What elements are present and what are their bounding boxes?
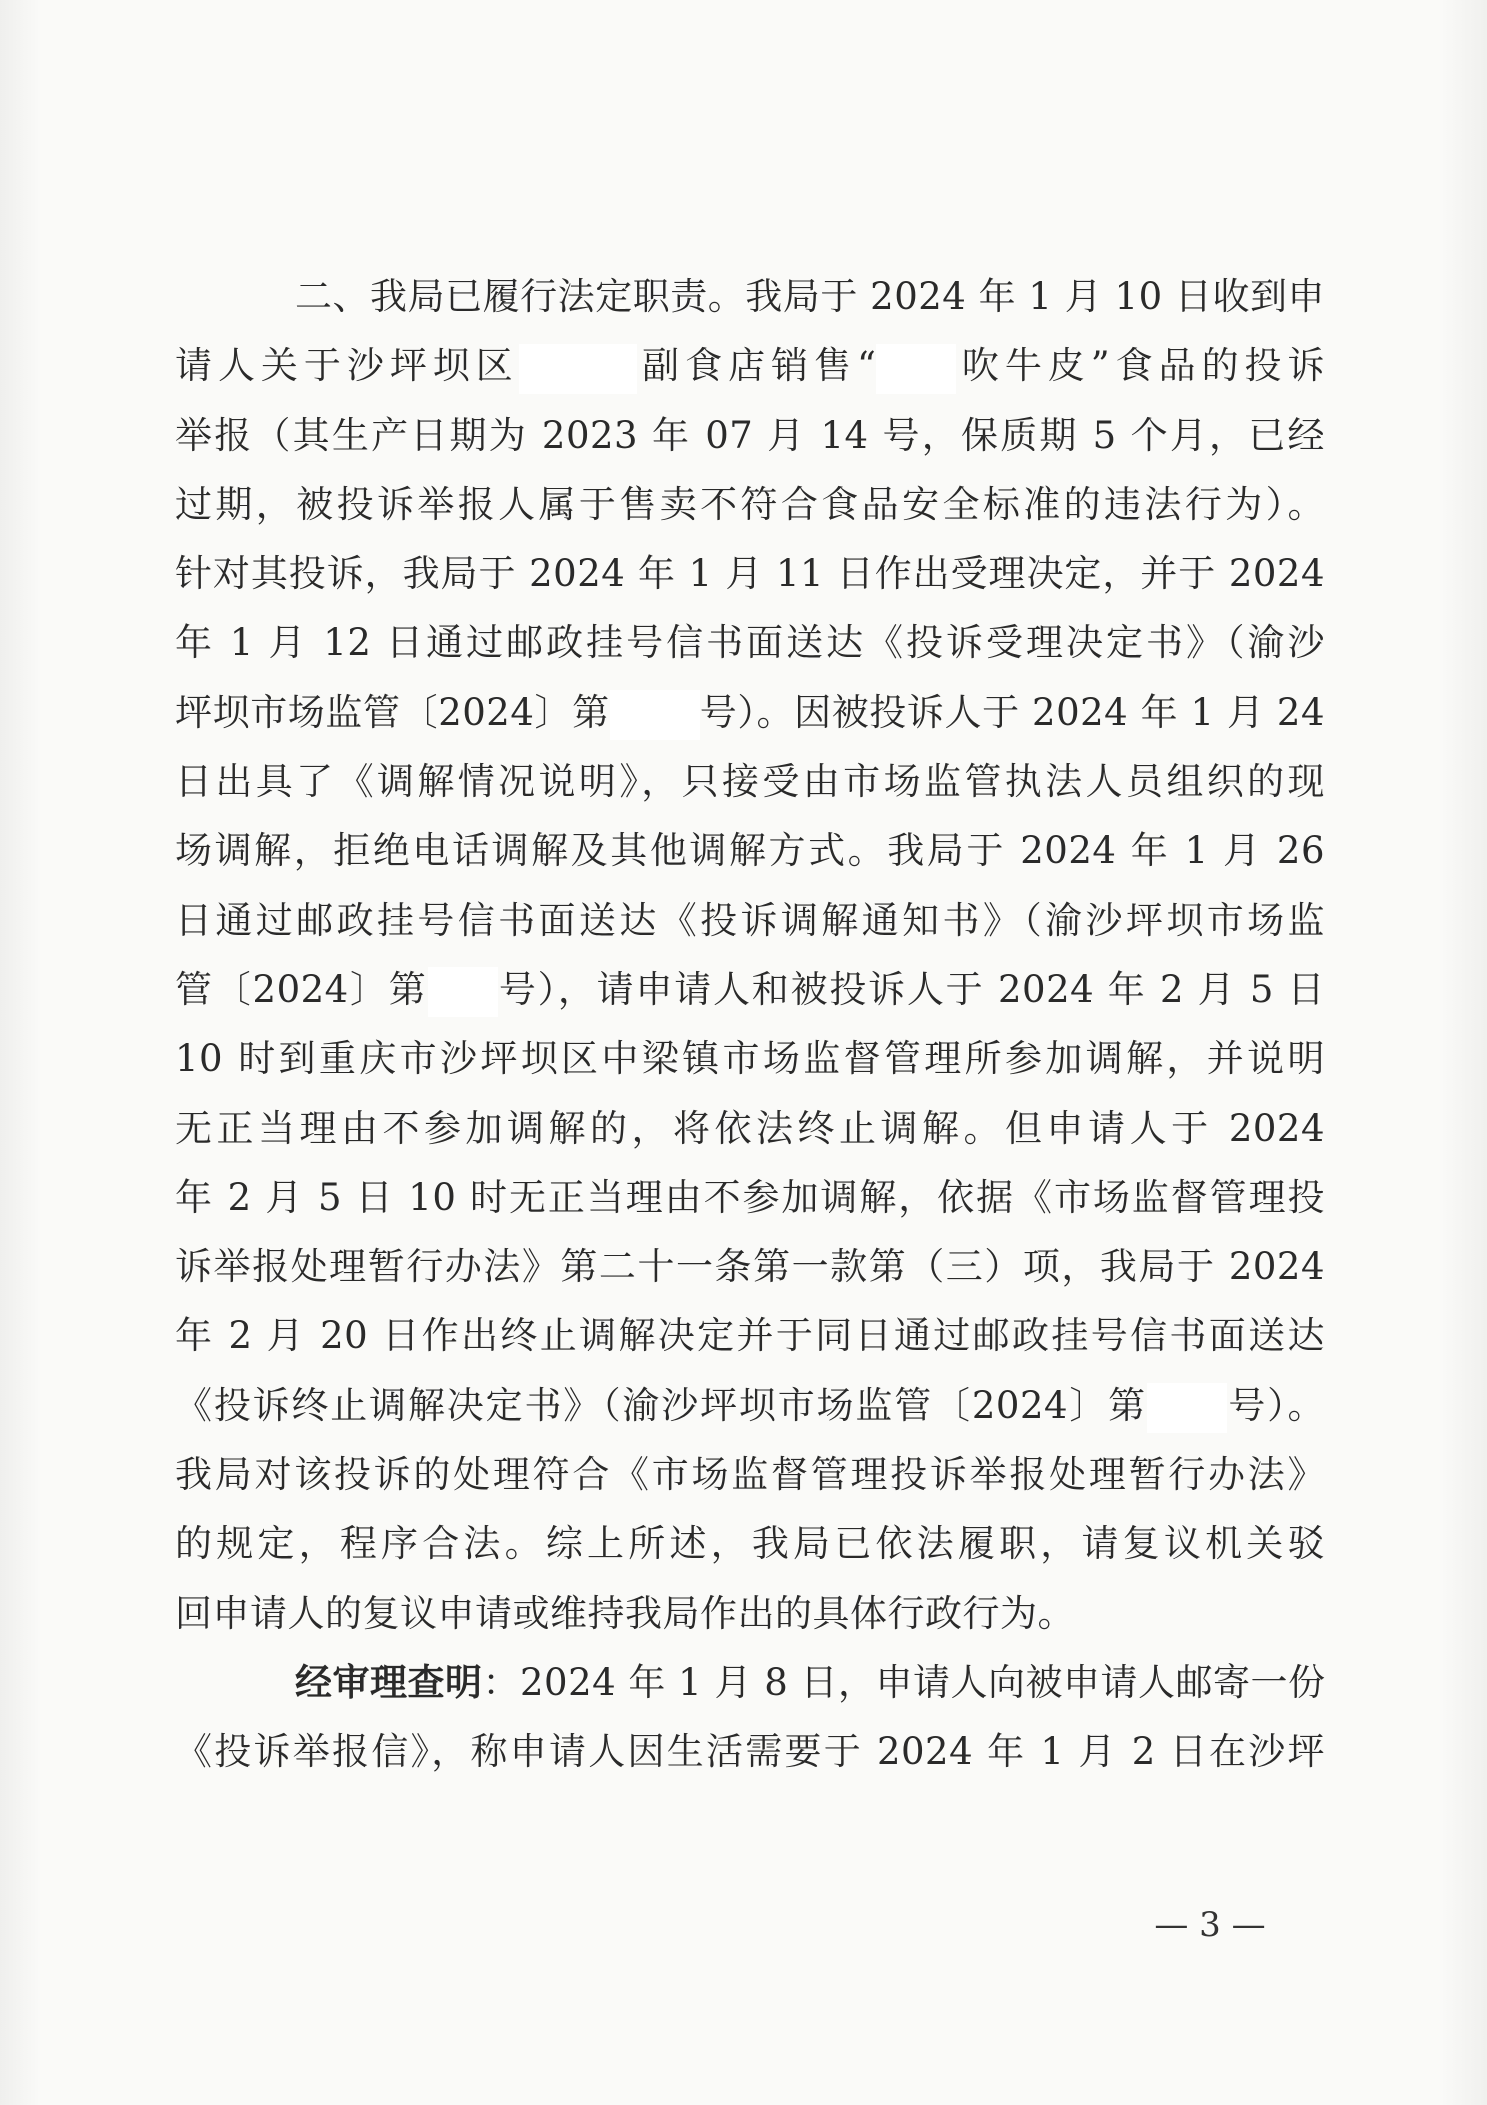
redaction-block <box>519 344 637 394</box>
paragraph-line: 过期，被投诉举报人属于售卖不符合食品安全标准的违法行为）。 <box>175 482 1325 526</box>
paragraph-line: 二、我局已履行法定职责。我局于 2024 年 1 月 10 日收到申 <box>295 275 1325 318</box>
paragraph-line <box>175 1371 1325 1440</box>
paragraph-line: 针对其投诉，我局于 2024 年 1 月 11 日作出受理决定，并于 2024 <box>175 552 1325 596</box>
line-text: 号），请申请人和被投诉人于 2024 年 2 月 5 日 <box>497 967 1325 1011</box>
paragraph-line <box>175 1648 1325 1717</box>
document-body <box>175 262 1325 1787</box>
paragraph-line: 举报（其生产日期为 2023 年 07 月 14 号，保质期 5 个月，已经 <box>175 413 1325 457</box>
line-text: ：2024 年 1 月 8 日，申请人向被申请人邮寄一份 <box>482 1660 1326 1704</box>
paragraph-line: 场调解，拒绝电话调解及其他调解方式。我局于 2024 年 1 月 26 <box>175 829 1325 873</box>
finding-heading: 经审理查明 <box>295 1660 483 1704</box>
line-text: 副食店销售“ <box>636 344 877 388</box>
paragraph-line: 年 2 月 20 日作出终止调解决定并于同日通过邮政挂号信书面送达 <box>175 1314 1325 1358</box>
paragraph-line: 回申请人的复议申请或维持我局作出的具体行政行为。 <box>175 1591 1075 1635</box>
paragraph-line <box>175 955 1325 1024</box>
paragraph-line: 日通过邮政挂号信书面送达《投诉调解通知书》（渝沙坪坝市场监 <box>175 898 1325 942</box>
paragraph-line <box>175 331 1325 400</box>
paragraph-line: 年 1 月 12 日通过邮政挂号信书面送达《投诉受理决定书》（渝沙 <box>175 621 1325 665</box>
paragraph-line: 年 2 月 5 日 10 时无正当理由不参加调解，依据《市场监督管理投 <box>175 1175 1325 1219</box>
page-number: — 3 — <box>1154 1905 1266 1945</box>
line-text: 号）。因被投诉人于 2024 年 1 月 24 <box>699 690 1325 734</box>
paragraph-line: 日出具了《调解情况说明》，只接受由市场监管执法人员组织的现 <box>175 760 1325 804</box>
paragraph-line: 我局对该投诉的处理符合《市场监督管理投诉举报处理暂行办法》 <box>175 1453 1325 1497</box>
redaction-block <box>428 967 498 1017</box>
paragraph-line: 《投诉举报信》，称申请人因生活需要于 2024 年 1 月 2 日在沙坪 <box>175 1730 1325 1774</box>
line-text: 吹牛皮”食品的投诉 <box>956 344 1326 388</box>
line-text: 《投诉终止调解决定书》（渝沙坪坝市场监管〔2024〕第 <box>175 1383 1148 1427</box>
paragraph-line: 10 时到重庆市沙坪坝区中梁镇市场监督管理所参加调解，并说明 <box>175 1037 1325 1081</box>
redaction-block <box>876 344 956 394</box>
line-text: 号）。 <box>1227 1383 1325 1427</box>
line-text: 管〔2024〕第 <box>175 967 428 1011</box>
line-text: 坪坝市场监管〔2024〕第 <box>175 690 610 734</box>
line-text: 请人关于沙坪坝区 <box>175 344 519 388</box>
redaction-block <box>610 690 700 740</box>
paragraph-line <box>175 678 1325 747</box>
paragraph-line: 诉举报处理暂行办法》第二十一条第一款第（三）项，我局于 2024 <box>175 1245 1325 1289</box>
paragraph-line: 的规定，程序合法。综上所述，我局已依法履职，请复议机关驳 <box>175 1522 1325 1566</box>
paragraph-line: 无正当理由不参加调解的，将依法终止调解。但申请人于 2024 <box>175 1106 1325 1150</box>
redaction-block <box>1147 1383 1227 1433</box>
